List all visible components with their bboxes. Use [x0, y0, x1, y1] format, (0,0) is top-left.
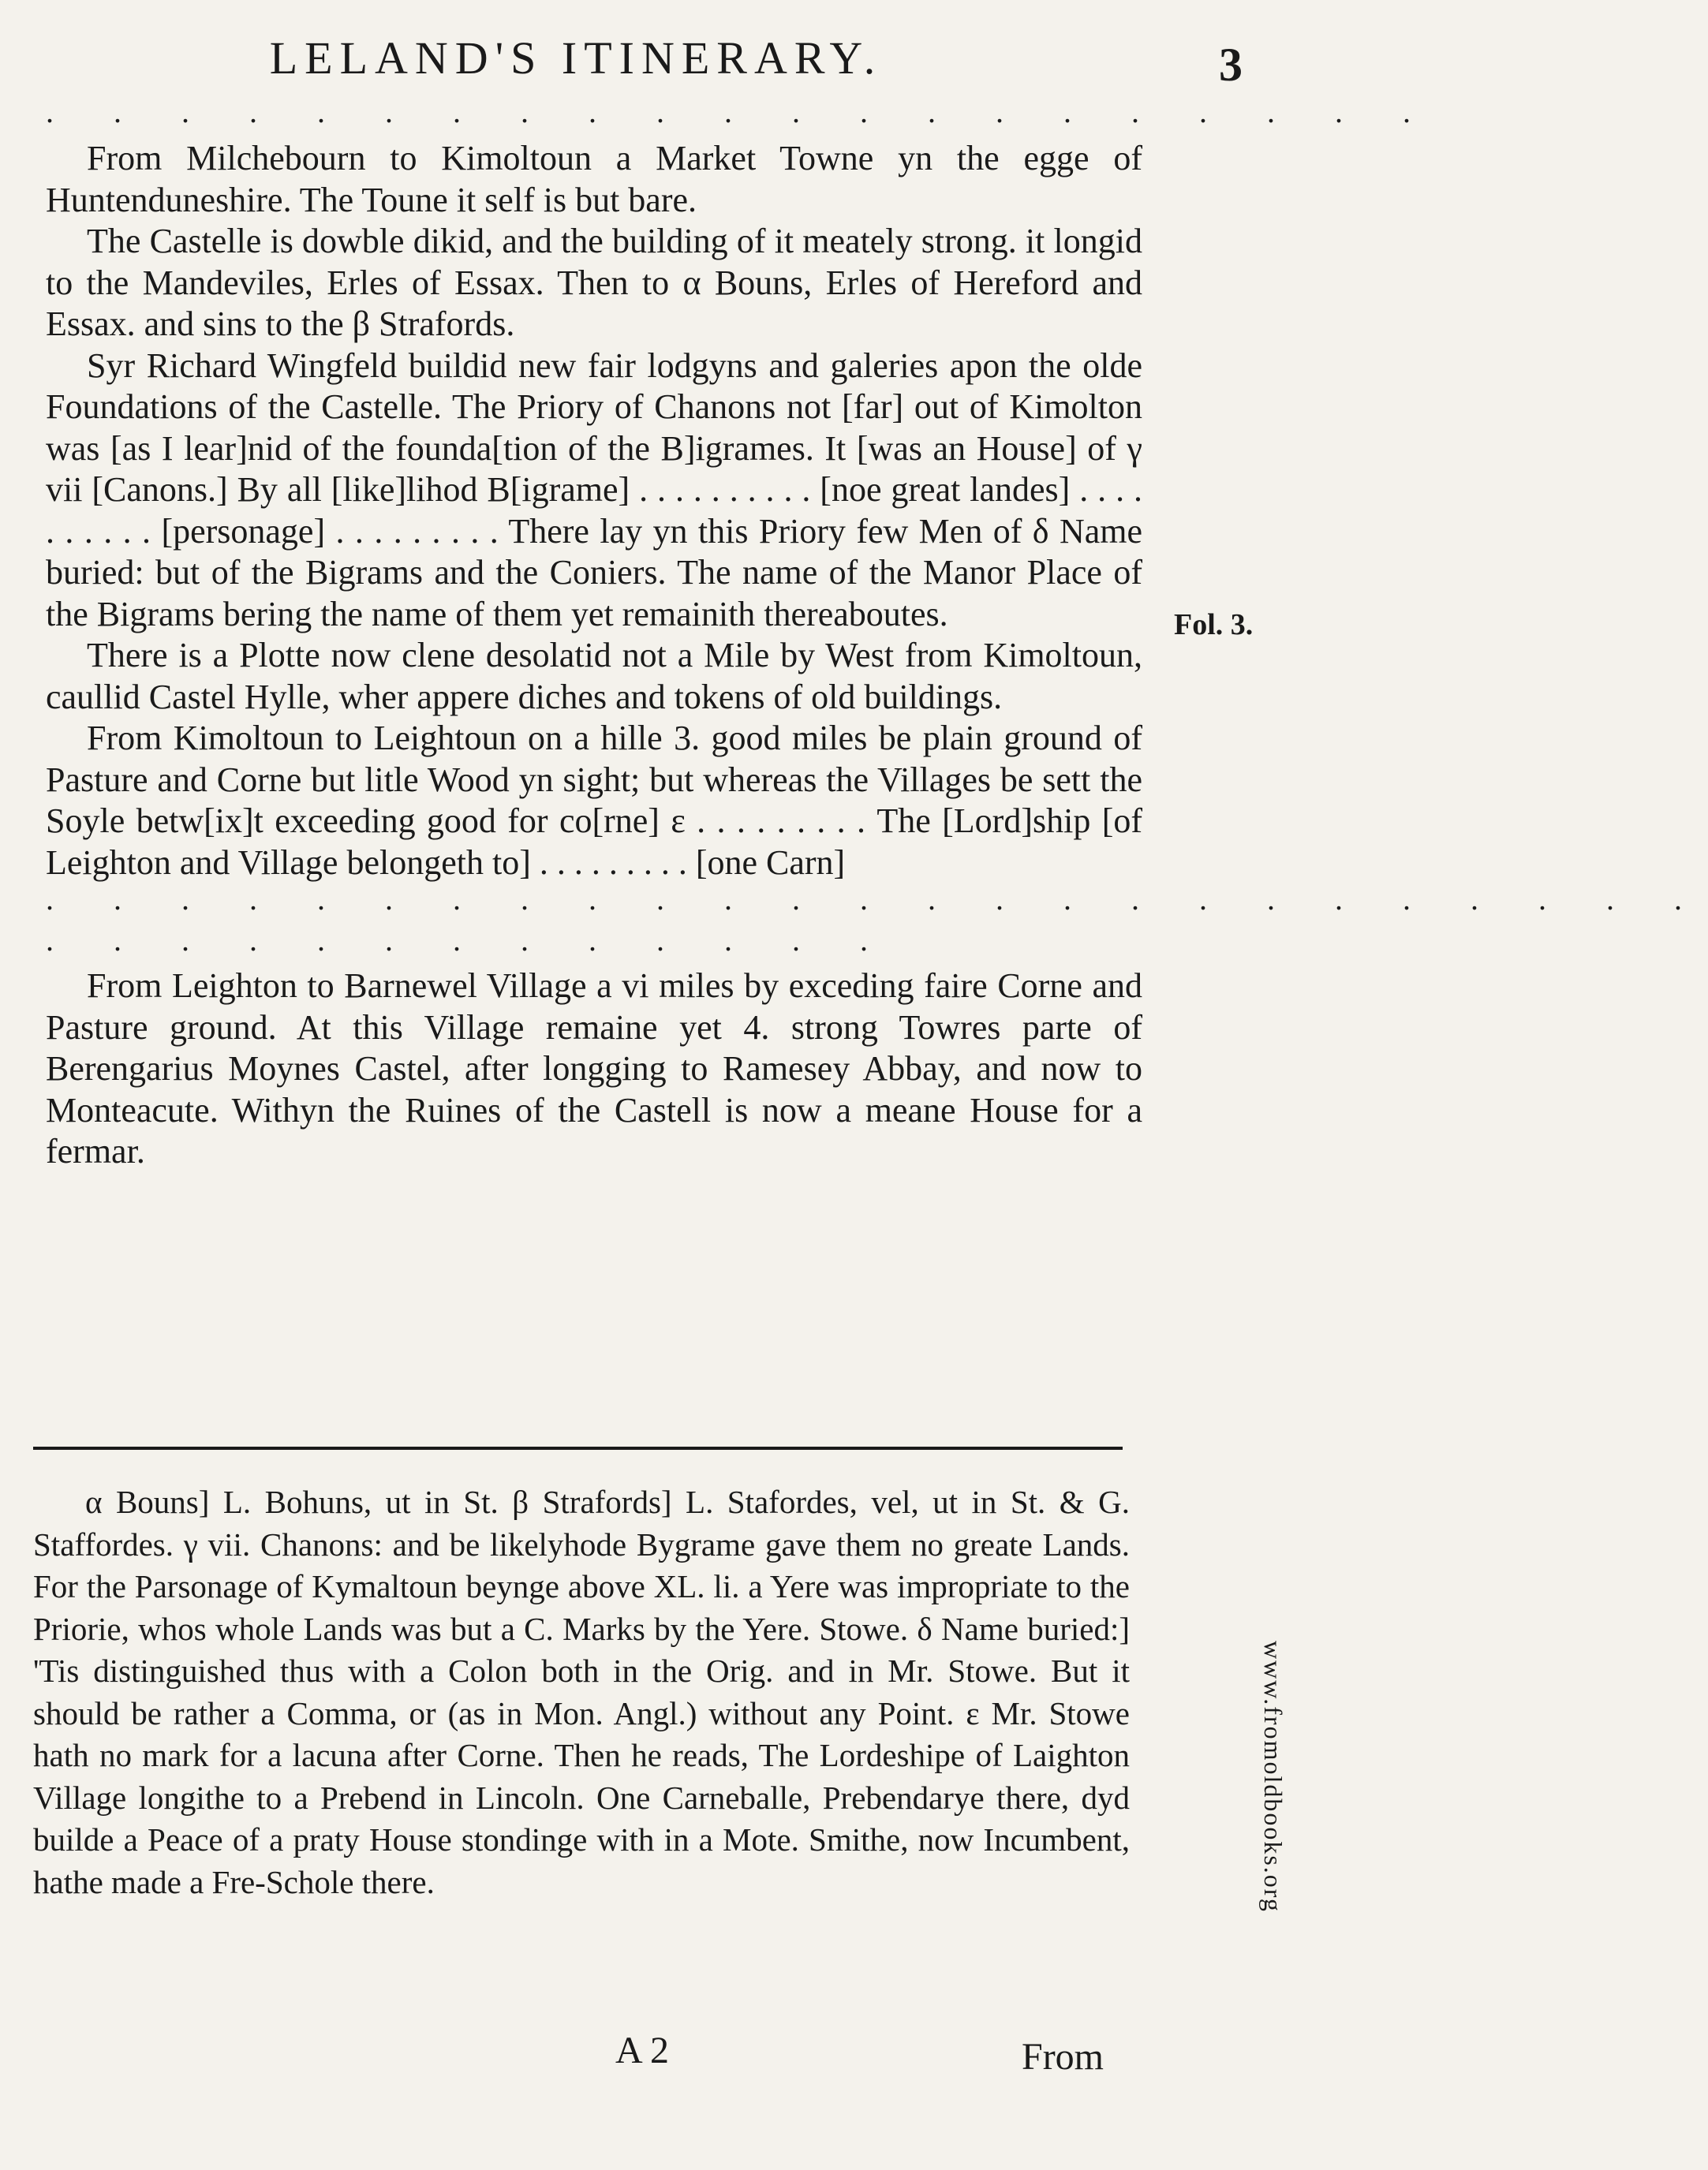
paragraph-5: From Kimoltoun to Leightoun on a hille 3. good miles be plain ground of Pasture and Corne but litle Wood yn sight; but whereas the Villages be sett the Soyle betw[ix]t exceeding good for co[rne] ε . . . . . . . . . The [Lord]ship [of Leighton and Village belongeth to] . . . . . . . . . [one Carn] [46, 719, 1142, 882]
watermark: www.fromoldbooks.org [1259, 1641, 1288, 1913]
lacuna-dot-row: . . . . . . . . . . . . . . . . . . . . . . . . . [46, 881, 1708, 917]
footnote-rule [33, 1447, 1123, 1450]
paragraph-3: Syr Richard Wingfeld buildid new fair lodgyns and galeries apon the olde Foundations of the Castelle. The Priory of Chanons not [far] out of Kimolton was [as I lear]nid of the founda[tion of the B]igrames. It [was an House] of γ vii [Canons.] By all [like]lihod B[igrame] . . . . . . . . . . [noe great landes] . . . . . . . . . . [personage] . . . . . . . . . There lay yn this Priory few Men of δ Name buried: but of the Bigrams and the Coniers. The name of the Manor Place of the Bigrams bering the name of them yet remainith thereaboutes. [46, 345, 1142, 633]
paragraph-4: There is a Plotte now clene desolatid not a Mile by West from Kimoltoun, caullid Castel Hylle, wher appere diches and tokens of old buildings. [46, 636, 1142, 716]
paragraph-2: The Castelle is dowble dikid, and the building of it meately strong. it longid to the Mandeviles, Erles of Essax. Then to α Bouns, Erles of Hereford and Essax. and sins to the β Strafords. [46, 222, 1142, 343]
footnote-text: α Bouns] L. Bohuns, ut in St. β Strafords] L. Stafordes, vel, ut in St. & G. Staffordes. γ vii. Chanons: and be likelyhode Bygrame gave them no greate Lands. For the Parsonage of Kymaltoun beynge above XL. li. a Yere was impropriate to the Priorie, whos whole Lands was but a C. Marks by the Yere. Stowe. δ Name buried:] 'Tis distinguished thus with a Colon both in the Orig. and in Mr. Stowe. But it should be rather a Comma, or (as in Mon. Angl.) without any Point. ε Mr. Stowe hath no mark for a lacuna after Corne. Then he reads, The Lordeshipe of Laighton Village longithe to a Prebend in Lincoln. One Carneballe, Prebendarye there, dyd builde a Peace of a praty House stondinge with in a Mote. Smithe, now Incumbent, hathe made a Fre-Schole there. [33, 1484, 1130, 1900]
paragraph-6: From Leighton to Barnewel Village a vi miles by exceding faire Corne and Pasture ground. At this Village remaine yet 4. strong Towres parte of Berengarius Moynes Castel, after longging to Ramesey Abbay, and now to Monteacute. Withyn the Ruines of the Castell is now a meane House for a fermar. [46, 966, 1142, 1171]
page-number: 3 [1219, 39, 1243, 91]
lacuna-dot-row-short: . . . . . . . . . . . . . [46, 922, 894, 958]
signature-mark: A 2 [615, 2030, 670, 2071]
dot-row-top: . . . . . . . . . . . . . . . . . . . . . [46, 94, 1437, 129]
margin-folio-note: Fol. 3. [1174, 608, 1254, 641]
running-head: LELAND'S ITINERARY. [269, 32, 883, 84]
paragraph-1: From Milchebourn to Kimoltoun a Market Towne yn the egge of Huntenduneshire. The Toune it self is but bare. [46, 139, 1142, 219]
catchword: From [1022, 2036, 1104, 2078]
footnotes [33, 1481, 1130, 1903]
